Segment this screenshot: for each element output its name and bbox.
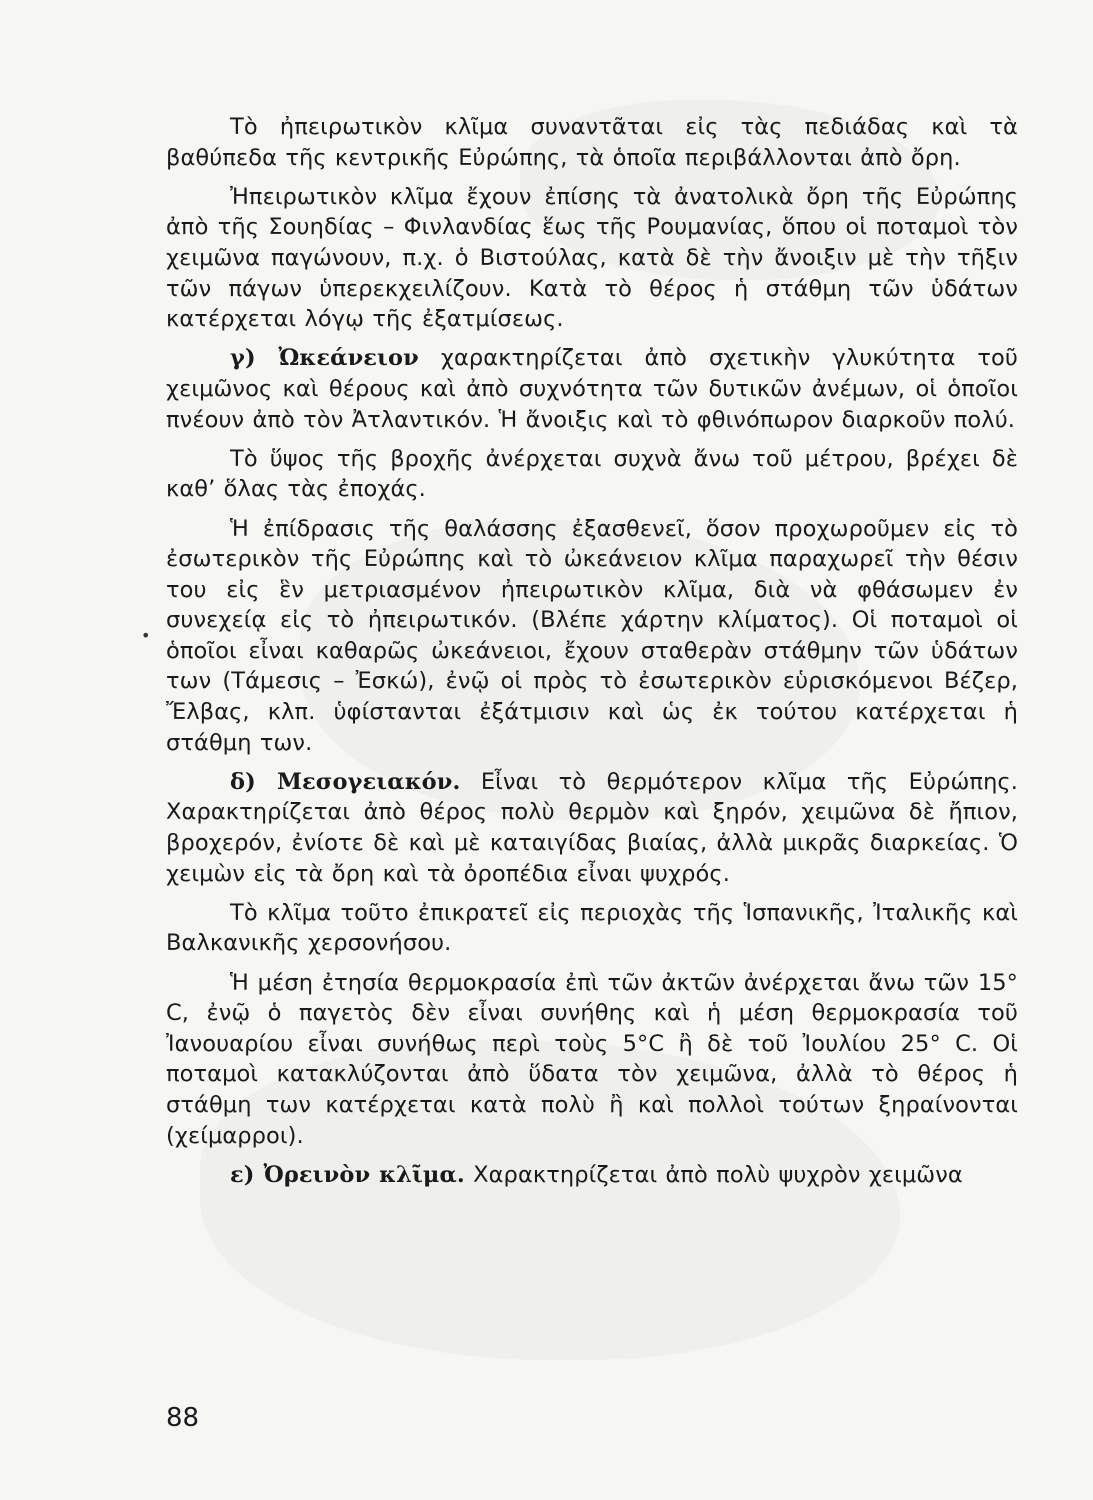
paragraph xyxy=(166,182,1018,335)
margin-marker: • xyxy=(141,626,151,645)
page-number: 88 xyxy=(166,1403,200,1433)
paragraph xyxy=(166,343,1018,435)
paragraph-text: Ἡ μέση ἐτησία θερμοκρασία ἐπὶ τῶν ἀκτῶν ἀνέρχεται ἄνω τῶν 15° C, ἐνῷ ὁ παγετὸς δὲν εἶναι συνήθης καὶ ἡ μέση θερμοκρασία τοῦ Ἰανουαρίου εἶναι συνήθως περὶ τοὺς 5°C ἢ δὲ τοῦ Ἰουλίου 25° C. Οἱ ποταμοὶ κατακλύζονται ἀπὸ ὕδατα τὸν χειμῶνα, ἀλλὰ τὸ θέρος ἡ στάθμη των κατέρχεται κατὰ πολὺ ἢ καὶ πολλοὶ τούτων ξηραίνονται (χείμαρροι). xyxy=(166,969,1018,1149)
section-heading-oceanic: γ) Ὠκεάνειον xyxy=(230,345,419,372)
paragraph-text: Τὸ κλῖμα τοῦτο ἐπικρατεῖ εἰς περιοχὰς τῆς Ἱσπανικῆς, Ἰταλικῆς καὶ Βαλκανικῆς χερσονήσου. xyxy=(166,899,1018,957)
paragraph-text: Τὸ ἠπειρωτικὸν κλῖμα συναντᾶται εἰς τὰς πεδιάδας καὶ τὰ βαθύπεδα τῆς κεντρικῆς Εὐρώπης, τὰ ὁποῖα περιβάλλονται ἀπὸ ὄρη. xyxy=(166,114,1018,171)
paragraph-text: Τὸ ὕψος τῆς βροχῆς ἀνέρχεται συχνὰ ἄνω τοῦ μέτρου, βρέχει δὲ καθ’ ὅλας τὰς ἐποχάς. xyxy=(166,445,1018,503)
body-text xyxy=(166,112,1018,1190)
paragraph xyxy=(166,767,1018,889)
paragraph xyxy=(166,112,1018,173)
paragraph-text: Εἶναι τὸ θερμότερον κλῖμα τῆς Εὐρώπης. Χαρακτηρίζεται ἀπὸ θέρος πολὺ θερμὸν καὶ ξηρόν, χειμῶνα δὲ ἤπιον, βροχερόν, ἐνίοτε δὲ καὶ μὲ καταιγίδας βιαίας, ἀλλὰ μικρᾶς διαρκείας. Ὁ χειμὼν εἰς τὰ ὄρη καὶ τὰ ὀροπέδια εἶναι ψυχρός. xyxy=(166,768,1018,887)
paragraph-text: Ἠπειρωτικὸν κλῖμα ἔχουν ἐπίσης τὰ ἀνατολικὰ ὄρη τῆς Εὐρώπης ἀπὸ τῆς Σουηδίας – Φινλανδίας ἕως τῆς Ρουμανίας, ὅπου οἱ ποταμοὶ τὸν χειμῶνα παγώνουν, π.χ. ὁ Βιστούλας, κατὰ δὲ τὴν ἄνοιξιν μὲ τὴν τῆξιν τῶν πάγων ὑπερεκχειλίζουν. Κατὰ τὸ θέρος ἡ στάθμη τῶν ὑδάτων κατέρχεται λόγῳ τῆς ἐξατμίσεως. xyxy=(166,183,1018,333)
paragraph xyxy=(166,444,1018,505)
paragraph xyxy=(166,968,1018,1152)
paragraph-text: Χαρακτηρίζεται ἀπὸ πολὺ ψυχρὸν χειμῶνα xyxy=(464,1161,963,1188)
section-heading-mountain: ε) Ὀρεινὸν κλῖμα. xyxy=(230,1161,465,1188)
paragraph-text: Ἡ ἐπίδρασις τῆς θαλάσσης ἐξασθενεῖ, ὅσον προχωροῦμεν εἰς τὸ ἐσωτερικὸν τῆς Εὐρώπης καὶ τὸ ὠκεάνειον κλῖμα παραχωρεῖ τὴν θέσιν του εἰς ἓν μετριασμένον ἠπειρωτικὸν κλῖμα, διὰ νὰ φθάσωμεν ἐν συνεχείᾳ εἰς τὸ ἠπειρωτικόν. (Βλέπε χάρτην κλίματος). Οἱ ποταμοὶ οἱ ὁποῖοι εἶναι καθαρῶς ὠκεάνειοι, ἔχουν σταθερὰν στάθμην τῶν ὑδάτων των (Τάμεσις – Ἐσκώ), ἐνῷ οἱ πρὸς τὸ ἐσωτερικὸν εὑρισκόμενοι Βέζερ, Ἔλβας, κλπ. ὑφίστανται ἐξάτμισιν καὶ ὡς ἐκ τούτου κατέρχεται ἡ στάθμη των. xyxy=(166,515,1018,756)
paragraph-text: χαρακτηρίζεται ἀπὸ σχετικὴν γλυκύτητα τοῦ χειμῶνος καὶ θέρους καὶ ἀπὸ συχνότητα τῶν δυτικῶν ἀνέμων, οἱ ὁποῖοι πνέουν ἀπὸ τὸν Ἀτλαντικόν. Ἡ ἄνοιξις καὶ τὸ φθινόπωρον διαρκοῦν πολύ. xyxy=(166,345,1019,433)
paragraph xyxy=(166,514,1018,759)
paragraph xyxy=(166,898,1018,959)
section-heading-mediterranean: δ) Μεσογειακόν. xyxy=(230,768,461,795)
paragraph xyxy=(166,1160,1018,1191)
